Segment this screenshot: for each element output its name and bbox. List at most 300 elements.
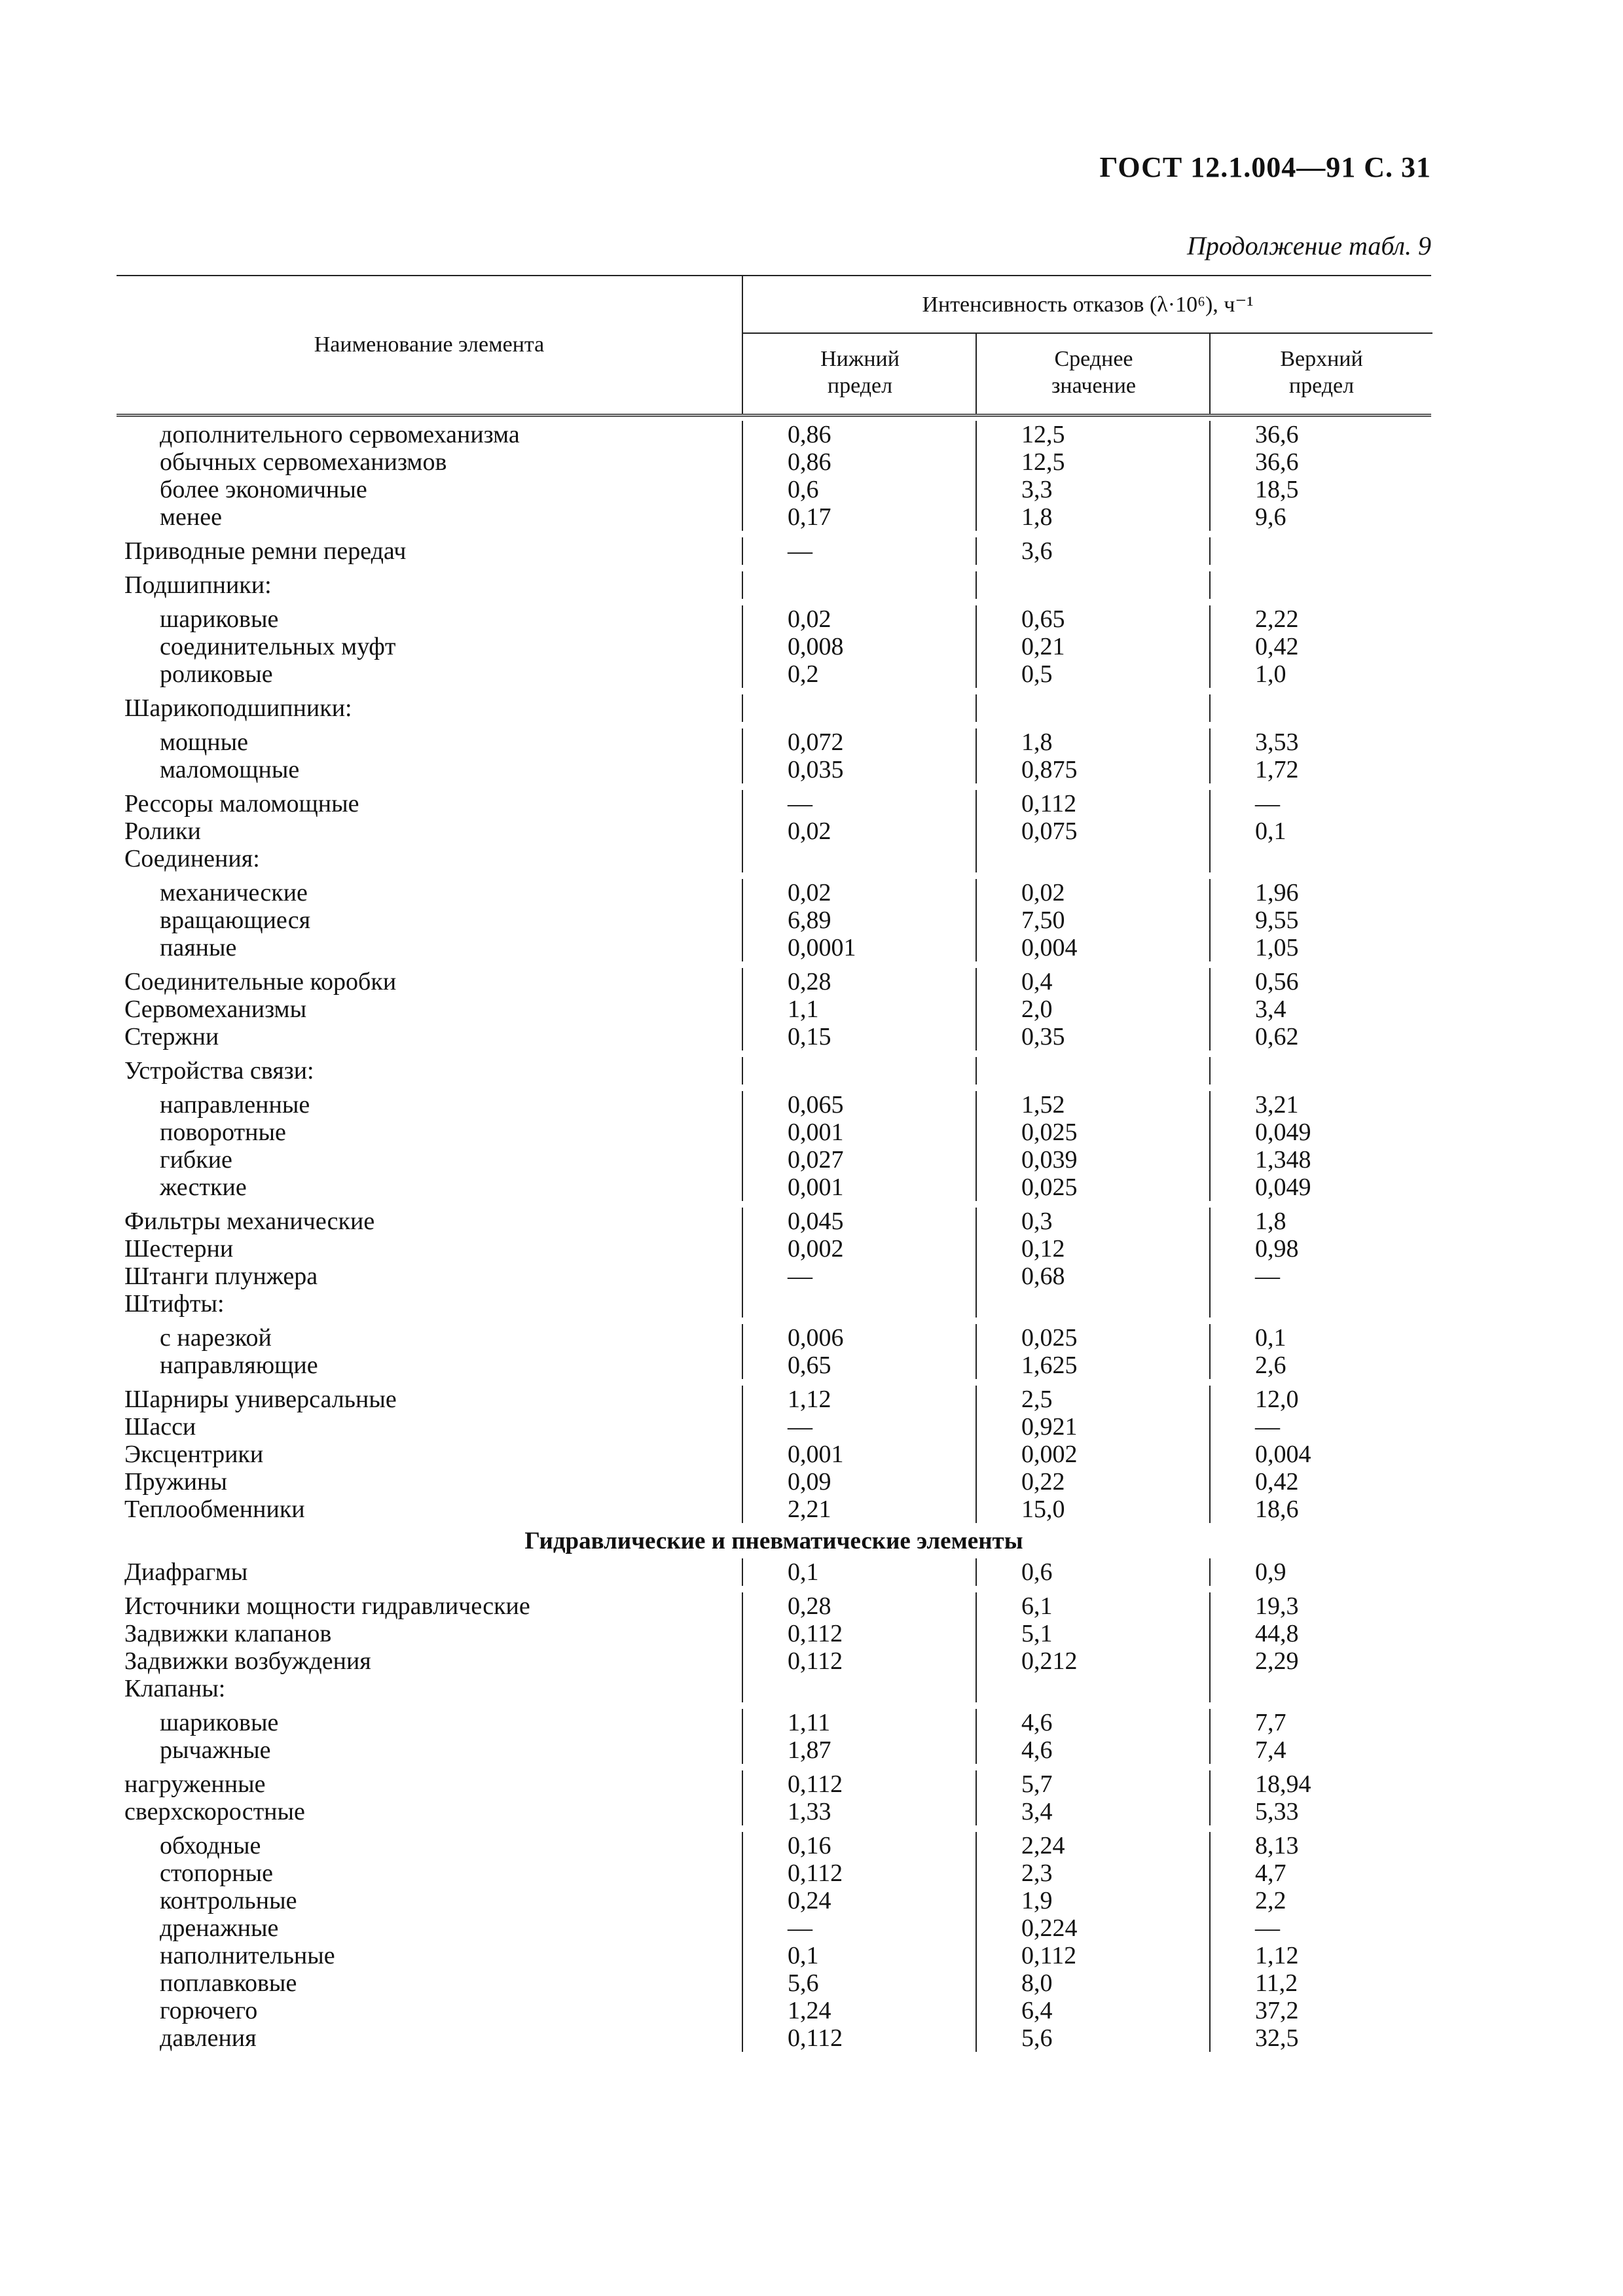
upper-limit-cell-value: — bbox=[1255, 1413, 1280, 1441]
table-row bbox=[117, 934, 1431, 961]
upper-limit-cell bbox=[1209, 1324, 1432, 1352]
table-row bbox=[117, 1468, 1431, 1496]
upper-limit-cell-value: 36,6 bbox=[1255, 448, 1299, 476]
element-name-cell: Подшипники: bbox=[124, 571, 272, 599]
mean-value-cell-value: 0,875 bbox=[1021, 756, 1078, 783]
mean-value-cell-value: 0,68 bbox=[1021, 1263, 1065, 1290]
table-row bbox=[117, 1675, 1431, 1702]
element-name-cell: контрольные bbox=[160, 1887, 297, 1914]
lower-limit-cell bbox=[742, 906, 977, 934]
table-header bbox=[117, 276, 1431, 417]
element-name-cell: обычных сервомеханизмов bbox=[160, 448, 447, 476]
element-name-cell: Шарикоподшипники: bbox=[124, 694, 352, 722]
lower-limit-cell bbox=[742, 1832, 977, 1859]
upper-limit-cell-value: 0,62 bbox=[1255, 1023, 1299, 1050]
lower-limit-cell bbox=[742, 1386, 977, 1413]
mean-value-cell bbox=[976, 1413, 1211, 1441]
lower-limit-cell bbox=[742, 448, 977, 476]
upper-limit-cell-value: 7,4 bbox=[1255, 1736, 1286, 1764]
mean-value-cell-value: 0,5 bbox=[1021, 660, 1053, 688]
element-name-cell: нагруженные bbox=[124, 1770, 266, 1798]
mean-value-cell bbox=[976, 1832, 1211, 1859]
upper-limit-cell bbox=[1209, 1413, 1432, 1441]
mean-value-cell bbox=[976, 1290, 1211, 1318]
lower-limit-cell bbox=[742, 605, 977, 633]
upper-limit-cell-value: 7,7 bbox=[1255, 1709, 1286, 1736]
lower-limit-cell-value: 0,16 bbox=[788, 1832, 831, 1859]
element-name-cell: Пружины bbox=[124, 1468, 227, 1496]
lower-limit-cell-value: 0,28 bbox=[788, 1592, 831, 1620]
lower-limit-cell-value: 0,001 bbox=[788, 1119, 844, 1146]
lower-limit-cell bbox=[742, 476, 977, 503]
table-row bbox=[117, 968, 1431, 996]
lower-limit-cell bbox=[742, 934, 977, 961]
mean-value-cell bbox=[976, 694, 1211, 722]
lower-limit-cell bbox=[742, 879, 977, 906]
upper-limit-cell-value: 12,0 bbox=[1255, 1386, 1299, 1413]
upper-limit-cell-value: 44,8 bbox=[1255, 1620, 1299, 1647]
upper-limit-cell bbox=[1209, 968, 1432, 996]
lower-limit-cell bbox=[742, 817, 977, 845]
upper-limit-cell bbox=[1209, 1208, 1432, 1235]
upper-limit-cell bbox=[1209, 1887, 1432, 1914]
element-name-cell: Рессоры маломощные bbox=[124, 790, 359, 817]
table-row bbox=[117, 571, 1431, 599]
mean-value-cell bbox=[976, 1914, 1211, 1942]
lower-limit-cell bbox=[742, 996, 977, 1023]
section-row bbox=[117, 1523, 1431, 1558]
table-row bbox=[117, 1997, 1431, 2024]
table-row bbox=[117, 879, 1431, 906]
upper-limit-cell-value: — bbox=[1255, 790, 1280, 817]
element-name-cell: жесткие bbox=[160, 1174, 247, 1201]
lower-limit-cell bbox=[742, 1146, 977, 1174]
table-row bbox=[117, 537, 1431, 565]
lower-limit-cell bbox=[742, 537, 977, 565]
lower-limit-cell-value: 0,112 bbox=[788, 2024, 843, 2052]
table-row bbox=[117, 756, 1431, 783]
lower-limit-cell-value: 0,027 bbox=[788, 1146, 844, 1174]
mean-value-cell bbox=[976, 1324, 1211, 1352]
mean-value-cell-value: 0,6 bbox=[1021, 1558, 1053, 1586]
upper-limit-cell bbox=[1209, 1558, 1432, 1586]
upper-limit-cell-value: 0,56 bbox=[1255, 968, 1299, 996]
element-name-cell: направляющие bbox=[160, 1352, 318, 1379]
lower-limit-cell bbox=[742, 968, 977, 996]
upper-limit-cell-value: 3,4 bbox=[1255, 996, 1286, 1023]
lower-limit-cell-value: 1,24 bbox=[788, 1997, 831, 2024]
upper-limit-cell bbox=[1209, 1290, 1432, 1318]
mean-value-cell bbox=[976, 1441, 1211, 1468]
upper-limit-cell-value: 9,55 bbox=[1255, 906, 1299, 934]
upper-limit-cell bbox=[1209, 1057, 1432, 1085]
lower-limit-cell bbox=[742, 1496, 977, 1523]
lower-limit-cell-value: 1,33 bbox=[788, 1798, 831, 1825]
upper-limit-cell-value: 1,12 bbox=[1255, 1942, 1299, 1969]
upper-limit-cell bbox=[1209, 1620, 1432, 1647]
mean-value-cell-value: 0,039 bbox=[1021, 1146, 1078, 1174]
lower-limit-cell bbox=[742, 633, 977, 660]
lower-limit-cell bbox=[742, 571, 977, 599]
lower-limit-cell bbox=[742, 660, 977, 688]
lower-limit-cell bbox=[742, 1174, 977, 1201]
lower-limit-cell bbox=[742, 1770, 977, 1798]
upper-limit-cell-value: 1,72 bbox=[1255, 756, 1299, 783]
mean-value-cell bbox=[976, 845, 1211, 872]
upper-limit-cell bbox=[1209, 448, 1432, 476]
element-name-cell: шариковые bbox=[160, 1709, 279, 1736]
upper-limit-cell-value: 1,0 bbox=[1255, 660, 1286, 688]
table-row bbox=[117, 503, 1431, 531]
lower-limit-cell-value: 0,112 bbox=[788, 1647, 843, 1675]
mean-value-cell bbox=[976, 1057, 1211, 1085]
mean-value-cell-value: 0,02 bbox=[1021, 879, 1065, 906]
mean-value-cell-value: 0,002 bbox=[1021, 1441, 1078, 1468]
upper-limit-cell bbox=[1209, 1496, 1432, 1523]
upper-limit-cell-value: 1,8 bbox=[1255, 1208, 1286, 1235]
table-row bbox=[117, 1235, 1431, 1263]
element-name-cell: Сервомеханизмы bbox=[124, 996, 307, 1023]
table-row bbox=[117, 1496, 1431, 1523]
mean-value-cell bbox=[976, 790, 1211, 817]
element-name-cell: Шасси bbox=[124, 1413, 196, 1441]
lower-limit-cell bbox=[742, 756, 977, 783]
lower-limit-cell bbox=[742, 694, 977, 722]
table-row bbox=[117, 1592, 1431, 1620]
upper-limit-cell-value: 3,53 bbox=[1255, 728, 1299, 756]
mean-value-cell bbox=[976, 756, 1211, 783]
upper-limit-cell-value: 1,05 bbox=[1255, 934, 1299, 961]
upper-limit-cell bbox=[1209, 1914, 1432, 1942]
table-row bbox=[117, 660, 1431, 688]
lower-limit-cell bbox=[742, 790, 977, 817]
mean-value-cell-value: 0,004 bbox=[1021, 934, 1078, 961]
upper-limit-cell-value: 18,5 bbox=[1255, 476, 1299, 503]
mean-value-cell-value: 5,7 bbox=[1021, 1770, 1053, 1798]
upper-limit-cell bbox=[1209, 537, 1432, 565]
element-name-cell: роликовые bbox=[160, 660, 273, 688]
upper-limit-cell bbox=[1209, 1386, 1432, 1413]
upper-limit-cell bbox=[1209, 694, 1432, 722]
upper-limit-cell-value: — bbox=[1255, 1914, 1280, 1942]
upper-limit-cell bbox=[1209, 756, 1432, 783]
mean-value-cell-value: 0,212 bbox=[1021, 1647, 1078, 1675]
lower-limit-cell-value: 1,87 bbox=[788, 1736, 831, 1764]
table-row bbox=[117, 1352, 1431, 1379]
mean-value-cell-value: 2,0 bbox=[1021, 996, 1053, 1023]
element-name-cell: маломощные bbox=[160, 756, 300, 783]
upper-limit-cell bbox=[1209, 1091, 1432, 1119]
lower-limit-cell bbox=[742, 1558, 977, 1586]
upper-limit-cell bbox=[1209, 1146, 1432, 1174]
table-row bbox=[117, 996, 1431, 1023]
upper-limit-cell bbox=[1209, 790, 1432, 817]
upper-limit-cell bbox=[1209, 906, 1432, 934]
lower-limit-cell bbox=[742, 1969, 977, 1997]
upper-limit-cell bbox=[1209, 1736, 1432, 1764]
lower-limit-cell-value: 0,112 bbox=[788, 1859, 843, 1887]
element-name-cell: с нарезкой bbox=[160, 1324, 272, 1352]
lower-limit-cell bbox=[742, 1997, 977, 2024]
table-row bbox=[117, 1119, 1431, 1146]
mean-value-cell bbox=[976, 1859, 1211, 1887]
element-name-cell: Диафрагмы bbox=[124, 1558, 248, 1586]
table-row bbox=[117, 1736, 1431, 1764]
mean-value-cell bbox=[976, 1736, 1211, 1764]
table-row bbox=[117, 1208, 1431, 1235]
mean-value-cell-value: 15,0 bbox=[1021, 1496, 1065, 1523]
lower-limit-cell bbox=[742, 1023, 977, 1050]
lower-limit-cell bbox=[742, 1352, 977, 1379]
table-row bbox=[117, 1386, 1431, 1413]
lower-limit-cell-value: 0,035 bbox=[788, 756, 844, 783]
upper-limit-cell-value: 2,2 bbox=[1255, 1887, 1286, 1914]
upper-limit-cell-value: 3,21 bbox=[1255, 1091, 1299, 1119]
table-row bbox=[117, 1558, 1431, 1586]
table-row bbox=[117, 1859, 1431, 1887]
mean-value-cell bbox=[976, 2024, 1211, 2052]
table-row bbox=[117, 790, 1431, 817]
element-name-cell: Шестерни bbox=[124, 1235, 234, 1263]
table-row bbox=[117, 1263, 1431, 1290]
upper-limit-cell-value: 2,6 bbox=[1255, 1352, 1286, 1379]
lower-limit-cell bbox=[742, 1091, 977, 1119]
mean-value-cell-value: 3,3 bbox=[1021, 476, 1053, 503]
header-lower-limit-label: Нижний предел bbox=[820, 347, 900, 398]
mean-value-cell bbox=[976, 879, 1211, 906]
mean-value-cell bbox=[976, 1709, 1211, 1736]
mean-value-cell-value: 0,22 bbox=[1021, 1468, 1065, 1496]
mean-value-cell-value: 7,50 bbox=[1021, 906, 1065, 934]
table-row bbox=[117, 448, 1431, 476]
element-name-cell: поплавковые bbox=[160, 1969, 297, 1997]
page-header: ГОСТ 12.1.004—91 С. 31 bbox=[1099, 151, 1431, 183]
header-failure-rate: Интенсивность отказов (λ·10⁶), ч⁻¹ bbox=[742, 276, 1432, 334]
lower-limit-cell bbox=[742, 1798, 977, 1825]
lower-limit-cell-value: 0,001 bbox=[788, 1441, 844, 1468]
lower-limit-cell bbox=[742, 1208, 977, 1235]
mean-value-cell-value: 0,025 bbox=[1021, 1119, 1078, 1146]
lower-limit-cell bbox=[742, 1290, 977, 1318]
upper-limit-cell-value: 32,5 bbox=[1255, 2024, 1299, 2052]
upper-limit-cell bbox=[1209, 1592, 1432, 1620]
upper-limit-cell-value: 1,96 bbox=[1255, 879, 1299, 906]
element-name-cell: Шарниры универсальные bbox=[124, 1386, 397, 1413]
table-row bbox=[117, 1887, 1431, 1914]
mean-value-cell-value: 0,025 bbox=[1021, 1324, 1078, 1352]
lower-limit-cell bbox=[742, 1647, 977, 1675]
table-row bbox=[117, 1709, 1431, 1736]
element-name-cell: стопорные bbox=[160, 1859, 274, 1887]
lower-limit-cell-value: 0,09 bbox=[788, 1468, 831, 1496]
upper-limit-cell bbox=[1209, 1235, 1432, 1263]
upper-limit-cell-value: 2,29 bbox=[1255, 1647, 1299, 1675]
upper-limit-cell bbox=[1209, 1675, 1432, 1702]
lower-limit-cell-value: — bbox=[788, 1413, 812, 1441]
mean-value-cell bbox=[976, 660, 1211, 688]
element-name-cell: Соединения: bbox=[124, 845, 260, 872]
upper-limit-cell-value: 8,13 bbox=[1255, 1832, 1299, 1859]
mean-value-cell bbox=[976, 605, 1211, 633]
mean-value-cell bbox=[976, 1208, 1211, 1235]
mean-value-cell-value: 1,8 bbox=[1021, 728, 1053, 756]
mean-value-cell bbox=[976, 503, 1211, 531]
lower-limit-cell bbox=[742, 2024, 977, 2052]
element-name-cell: Соединительные коробки bbox=[124, 968, 397, 996]
lower-limit-cell-value: — bbox=[788, 790, 812, 817]
lower-limit-cell bbox=[742, 1263, 977, 1290]
mean-value-cell bbox=[976, 1174, 1211, 1201]
mean-value-cell bbox=[976, 1235, 1211, 1263]
mean-value-cell-value: 1,625 bbox=[1021, 1352, 1078, 1379]
element-name-cell: шариковые bbox=[160, 605, 279, 633]
upper-limit-cell bbox=[1209, 1942, 1432, 1969]
upper-limit-cell bbox=[1209, 571, 1432, 599]
lower-limit-cell-value: 0,24 bbox=[788, 1887, 831, 1914]
header-upper-limit-label: Верхний предел bbox=[1280, 347, 1363, 398]
mean-value-cell-value: 0,112 bbox=[1021, 790, 1077, 817]
mean-value-cell-value: 0,921 bbox=[1021, 1413, 1078, 1441]
mean-value-cell bbox=[976, 1119, 1211, 1146]
element-name-cell: Теплообменники bbox=[124, 1496, 305, 1523]
lower-limit-cell bbox=[742, 1859, 977, 1887]
table-row bbox=[117, 1914, 1431, 1942]
upper-limit-cell-value: 0,004 bbox=[1255, 1441, 1311, 1468]
lower-limit-cell bbox=[742, 1119, 977, 1146]
mean-value-cell bbox=[976, 1969, 1211, 1997]
mean-value-cell bbox=[976, 934, 1211, 961]
mean-value-cell bbox=[976, 1997, 1211, 2024]
element-name-cell: Клапаны: bbox=[124, 1675, 226, 1702]
upper-limit-cell bbox=[1209, 1709, 1432, 1736]
element-name-cell: более экономичные bbox=[160, 476, 367, 503]
mean-value-cell bbox=[976, 1887, 1211, 1914]
lower-limit-cell-value: 0,02 bbox=[788, 817, 831, 845]
lower-limit-cell bbox=[742, 1324, 977, 1352]
mean-value-cell-value: 5,1 bbox=[1021, 1620, 1053, 1647]
table-row bbox=[117, 1091, 1431, 1119]
upper-limit-cell bbox=[1209, 934, 1432, 961]
lower-limit-cell-value: 0,02 bbox=[788, 879, 831, 906]
mean-value-cell-value: 0,12 bbox=[1021, 1235, 1065, 1263]
upper-limit-cell-value: 18,6 bbox=[1255, 1496, 1299, 1523]
lower-limit-cell-value: 0,02 bbox=[788, 605, 831, 633]
lower-limit-cell bbox=[742, 1620, 977, 1647]
table-row bbox=[117, 1647, 1431, 1675]
mean-value-cell-value: 3,4 bbox=[1021, 1798, 1053, 1825]
lower-limit-cell-value: 0,17 bbox=[788, 503, 831, 531]
table-row bbox=[117, 1832, 1431, 1859]
header-mean-value-label: Среднее значение bbox=[1051, 347, 1137, 398]
header-element-name: Наименование элемента bbox=[314, 332, 545, 357]
upper-limit-cell bbox=[1209, 476, 1432, 503]
mean-value-cell-value: 0,3 bbox=[1021, 1208, 1053, 1235]
mean-value-cell-value: 1,52 bbox=[1021, 1091, 1065, 1119]
lower-limit-cell bbox=[742, 1709, 977, 1736]
upper-limit-cell-value: 37,2 bbox=[1255, 1997, 1299, 2024]
element-name-cell: соединительных муфт bbox=[160, 633, 396, 660]
mean-value-cell-value: 0,075 bbox=[1021, 817, 1078, 845]
table-row bbox=[117, 2024, 1431, 2052]
mean-value-cell-value: 0,21 bbox=[1021, 633, 1065, 660]
element-name-cell: механические bbox=[160, 879, 308, 906]
upper-limit-cell-value: 5,33 bbox=[1255, 1798, 1299, 1825]
mean-value-cell bbox=[976, 448, 1211, 476]
upper-limit-cell bbox=[1209, 1352, 1432, 1379]
mean-value-cell bbox=[976, 421, 1211, 448]
upper-limit-cell bbox=[1209, 633, 1432, 660]
mean-value-cell bbox=[976, 1675, 1211, 1702]
upper-limit-cell bbox=[1209, 421, 1432, 448]
table-body-hydraulic bbox=[117, 1558, 1431, 2052]
mean-value-cell bbox=[976, 1496, 1211, 1523]
table-row bbox=[117, 817, 1431, 845]
upper-limit-cell bbox=[1209, 1023, 1432, 1050]
mean-value-cell bbox=[976, 476, 1211, 503]
table-row bbox=[117, 728, 1431, 756]
mean-value-cell bbox=[976, 1352, 1211, 1379]
mean-value-cell bbox=[976, 1647, 1211, 1675]
element-name-cell: Задвижки возбуждения bbox=[124, 1647, 371, 1675]
upper-limit-cell bbox=[1209, 660, 1432, 688]
element-name-cell: Устройства связи: bbox=[124, 1057, 314, 1085]
lower-limit-cell-value: 0,002 bbox=[788, 1235, 844, 1263]
upper-limit-cell-value: 19,3 bbox=[1255, 1592, 1299, 1620]
table-row bbox=[117, 1057, 1431, 1085]
element-name-cell: поворотные bbox=[160, 1119, 286, 1146]
mean-value-cell bbox=[976, 1468, 1211, 1496]
lower-limit-cell-value: 0,065 bbox=[788, 1091, 844, 1119]
element-name-cell: обходные bbox=[160, 1832, 261, 1859]
lower-limit-cell-value: 0,001 bbox=[788, 1174, 844, 1201]
upper-limit-cell bbox=[1209, 879, 1432, 906]
lower-limit-cell bbox=[742, 503, 977, 531]
element-name-cell: рычажные bbox=[160, 1736, 271, 1764]
upper-limit-cell-value: 0,42 bbox=[1255, 633, 1299, 660]
element-name-cell: Приводные ремни передач bbox=[124, 537, 407, 565]
upper-limit-cell-value: 0,42 bbox=[1255, 1468, 1299, 1496]
table-body-mechanical bbox=[117, 417, 1431, 1523]
continuation-label: Продолжение табл. 9 bbox=[1186, 231, 1431, 260]
upper-limit-cell-value: 0,98 bbox=[1255, 1235, 1299, 1263]
mean-value-cell bbox=[976, 906, 1211, 934]
upper-limit-cell bbox=[1209, 1647, 1432, 1675]
lower-limit-cell-value: 0,1 bbox=[788, 1942, 819, 1969]
mean-value-cell bbox=[976, 1592, 1211, 1620]
mean-value-cell bbox=[976, 1146, 1211, 1174]
upper-limit-cell bbox=[1209, 2024, 1432, 2052]
mean-value-cell bbox=[976, 968, 1211, 996]
upper-limit-cell-value: 11,2 bbox=[1255, 1969, 1298, 1997]
element-name-cell: наполнительные bbox=[160, 1942, 335, 1969]
table-row bbox=[117, 1770, 1431, 1798]
mean-value-cell-value: 5,6 bbox=[1021, 2024, 1053, 2052]
lower-limit-cell-value: — bbox=[788, 1914, 812, 1942]
mean-value-cell bbox=[976, 817, 1211, 845]
lower-limit-cell-value: 0,008 bbox=[788, 633, 844, 660]
element-name-cell: Стержни bbox=[124, 1023, 219, 1050]
upper-limit-cell bbox=[1209, 817, 1432, 845]
lower-limit-cell-value: 6,89 bbox=[788, 906, 831, 934]
table-row bbox=[117, 1146, 1431, 1174]
lower-limit-cell-value: 0,2 bbox=[788, 660, 819, 688]
upper-limit-cell-value: 9,6 bbox=[1255, 503, 1286, 531]
lower-limit-cell bbox=[742, 421, 977, 448]
mean-value-cell-value: 0,4 bbox=[1021, 968, 1053, 996]
table-row bbox=[117, 1969, 1431, 1997]
upper-limit-cell-value: 2,22 bbox=[1255, 605, 1299, 633]
table-row bbox=[117, 906, 1431, 934]
